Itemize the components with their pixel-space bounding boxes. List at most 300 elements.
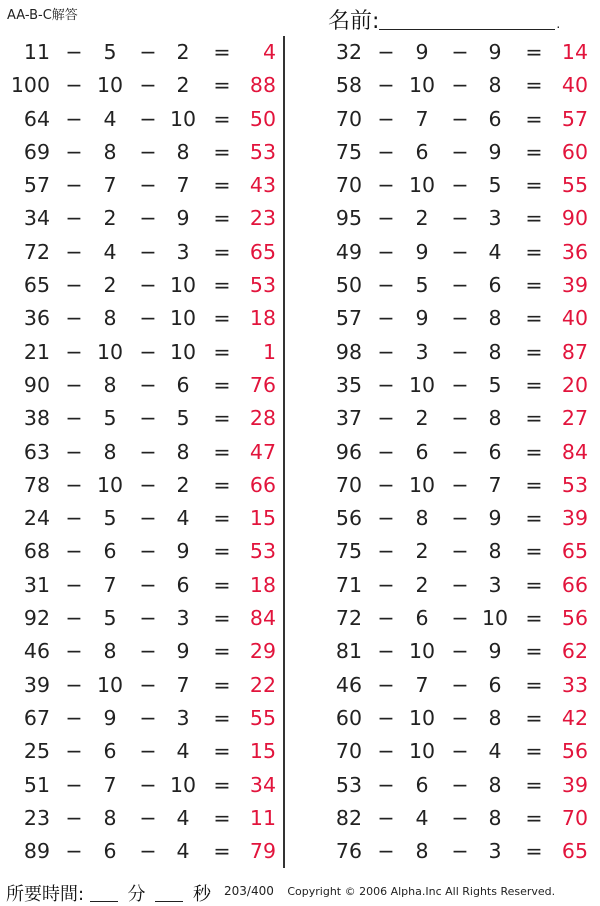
operand-c: 8 <box>488 805 502 830</box>
operand-b: 9 <box>415 306 429 331</box>
operand-c: 4 <box>488 239 502 264</box>
operand-b: 6 <box>103 839 117 864</box>
equals-sign: = <box>213 839 231 864</box>
name-field[interactable] <box>328 4 560 35</box>
problem-row <box>312 602 600 635</box>
footer-info <box>224 884 555 898</box>
operand-b: 10 <box>408 173 436 198</box>
operand-a: 46 <box>335 672 362 697</box>
operand-c: 9 <box>488 506 502 531</box>
equals-sign: = <box>213 406 231 431</box>
operand-c: 8 <box>488 539 502 564</box>
answer: 65 <box>561 839 588 864</box>
minus-sign: − <box>139 472 157 497</box>
operand-b: 8 <box>103 805 117 830</box>
minus-sign: − <box>377 506 395 531</box>
answer: 84 <box>249 606 276 631</box>
operand-c: 8 <box>488 306 502 331</box>
operand-c: 6 <box>488 273 502 298</box>
operand-a: 65 <box>23 273 50 298</box>
minus-sign: − <box>139 606 157 631</box>
minus-sign: − <box>65 705 83 730</box>
left-problem-column <box>0 36 290 868</box>
minus-sign: − <box>451 506 469 531</box>
problem-row <box>0 502 290 535</box>
operand-a: 51 <box>23 772 50 797</box>
problem-row <box>312 469 600 502</box>
equals-sign: = <box>213 639 231 664</box>
minus-sign: − <box>139 273 157 298</box>
operand-c: 9 <box>176 639 190 664</box>
operand-a: 39 <box>23 672 50 697</box>
problem-row <box>312 802 600 835</box>
minus-sign: − <box>377 772 395 797</box>
problem-row <box>0 36 290 69</box>
problem-row <box>0 402 290 435</box>
equals-sign: = <box>525 372 543 397</box>
equals-sign: = <box>213 539 231 564</box>
operand-b: 2 <box>103 206 117 231</box>
operand-c: 10 <box>169 306 197 331</box>
minus-sign: − <box>139 306 157 331</box>
operand-c: 10 <box>169 339 197 364</box>
minus-sign: − <box>65 606 83 631</box>
answer: 1 <box>262 339 276 364</box>
minus-sign: − <box>377 206 395 231</box>
answer: 14 <box>561 40 588 64</box>
answer: 87 <box>561 339 588 364</box>
operand-b: 10 <box>408 73 436 98</box>
problem-row <box>0 202 290 235</box>
minus-sign: − <box>139 572 157 597</box>
operand-b: 5 <box>103 40 117 64</box>
problem-row <box>0 336 290 369</box>
operand-b: 7 <box>103 772 117 797</box>
minus-sign: − <box>451 672 469 697</box>
minus-sign: − <box>65 539 83 564</box>
answer: 22 <box>249 672 276 697</box>
operand-c: 7 <box>176 173 190 198</box>
problem-row <box>312 436 600 469</box>
equals-sign: = <box>213 239 231 264</box>
operand-b: 2 <box>103 273 117 298</box>
minus-sign: − <box>65 439 83 464</box>
operand-b: 10 <box>96 73 124 98</box>
operand-b: 5 <box>103 406 117 431</box>
minus-sign: − <box>377 639 395 664</box>
operand-a: 31 <box>23 572 50 597</box>
operand-a: 89 <box>23 839 50 864</box>
minus-sign: − <box>377 239 395 264</box>
operand-a: 50 <box>335 273 362 298</box>
minus-sign: − <box>451 206 469 231</box>
problem-row <box>0 369 290 402</box>
operand-c: 3 <box>488 839 502 864</box>
problem-row <box>312 502 600 535</box>
answer: 43 <box>249 173 276 198</box>
problem-row <box>312 169 600 202</box>
answer: 36 <box>561 239 588 264</box>
operand-b: 2 <box>415 206 429 231</box>
problem-row <box>0 802 290 835</box>
problem-row <box>312 302 600 335</box>
minus-sign: − <box>65 273 83 298</box>
minus-sign: − <box>65 739 83 764</box>
minus-sign: − <box>377 705 395 730</box>
problem-row <box>312 835 600 868</box>
operand-c: 3 <box>488 572 502 597</box>
minus-sign: − <box>377 306 395 331</box>
minus-sign: − <box>65 506 83 531</box>
operand-c: 8 <box>176 139 190 164</box>
operand-b: 6 <box>103 539 117 564</box>
equals-sign: = <box>213 439 231 464</box>
minus-sign: − <box>451 805 469 830</box>
problem-row <box>0 535 290 568</box>
answer: 40 <box>561 73 588 98</box>
minus-sign: − <box>139 406 157 431</box>
operand-c: 9 <box>176 539 190 564</box>
equals-sign: = <box>525 472 543 497</box>
problem-row <box>0 436 290 469</box>
problem-row <box>312 735 600 768</box>
equals-sign: = <box>525 572 543 597</box>
minus-sign: − <box>65 805 83 830</box>
operand-c: 9 <box>176 206 190 231</box>
operand-c: 2 <box>176 472 190 497</box>
answer: 39 <box>561 506 588 531</box>
equals-sign: = <box>525 839 543 864</box>
problem-row <box>312 702 600 735</box>
operand-a: 70 <box>335 173 362 198</box>
minus-sign: − <box>65 40 83 64</box>
operand-c: 7 <box>488 472 502 497</box>
minus-sign: − <box>139 839 157 864</box>
operand-a: 70 <box>335 106 362 131</box>
operand-b: 5 <box>103 606 117 631</box>
operand-b: 10 <box>96 472 124 497</box>
operand-a: 76 <box>335 839 362 864</box>
operand-a: 24 <box>23 506 50 531</box>
operand-c: 4 <box>176 839 190 864</box>
minus-sign: − <box>139 772 157 797</box>
equals-sign: = <box>213 572 231 597</box>
operand-c: 4 <box>176 739 190 764</box>
operand-b: 6 <box>415 606 429 631</box>
operand-a: 90 <box>23 372 50 397</box>
answer: 66 <box>561 572 588 597</box>
answer: 56 <box>561 739 588 764</box>
equals-sign: = <box>525 139 543 164</box>
operand-b: 4 <box>415 805 429 830</box>
equals-sign: = <box>525 106 543 131</box>
operand-b: 10 <box>96 672 124 697</box>
minus-sign: − <box>65 839 83 864</box>
minus-sign: − <box>377 606 395 631</box>
operand-a: 92 <box>23 606 50 631</box>
problem-row <box>0 269 290 302</box>
operand-a: 100 <box>10 73 50 98</box>
minus-sign: − <box>139 739 157 764</box>
answer: 55 <box>249 705 276 730</box>
equals-sign: = <box>525 206 543 231</box>
equals-sign: = <box>213 506 231 531</box>
minus-sign: − <box>451 73 469 98</box>
answer: 62 <box>561 639 588 664</box>
problem-row <box>312 236 600 269</box>
operand-a: 37 <box>335 406 362 431</box>
answer: 4 <box>262 40 276 64</box>
answer: 15 <box>249 739 276 764</box>
operand-a: 36 <box>23 306 50 331</box>
minus-sign: − <box>451 772 469 797</box>
operand-a: 53 <box>335 772 362 797</box>
answer: 42 <box>561 705 588 730</box>
equals-sign: = <box>213 306 231 331</box>
minus-sign: − <box>139 40 157 64</box>
problem-row <box>312 669 600 702</box>
minus-sign: − <box>451 439 469 464</box>
problem-row <box>312 535 600 568</box>
answer: 90 <box>561 206 588 231</box>
operand-a: 38 <box>23 406 50 431</box>
minus-sign: − <box>451 406 469 431</box>
minus-sign: − <box>451 472 469 497</box>
problem-row <box>0 769 290 802</box>
problem-row <box>0 169 290 202</box>
equals-sign: = <box>525 406 543 431</box>
answer: 70 <box>561 805 588 830</box>
minus-sign: − <box>451 705 469 730</box>
operand-c: 6 <box>488 672 502 697</box>
minus-sign: − <box>139 206 157 231</box>
answer: 15 <box>249 506 276 531</box>
operand-b: 10 <box>96 339 124 364</box>
name-label: 名前: <box>328 9 380 34</box>
answer: 39 <box>561 772 588 797</box>
problem-row <box>0 469 290 502</box>
problem-row <box>312 202 600 235</box>
minus-sign: − <box>65 372 83 397</box>
time-taken <box>6 880 215 906</box>
equals-sign: = <box>213 139 231 164</box>
equals-sign: = <box>525 672 543 697</box>
minus-sign: − <box>377 472 395 497</box>
problem-row <box>312 336 600 369</box>
answer: 53 <box>249 139 276 164</box>
answer: 29 <box>249 639 276 664</box>
operand-a: 63 <box>23 439 50 464</box>
equals-sign: = <box>213 273 231 298</box>
minutes-blank[interactable] <box>90 885 118 902</box>
answer: 18 <box>249 306 276 331</box>
operand-a: 23 <box>23 805 50 830</box>
minutes-unit: 分 <box>127 884 146 905</box>
operand-a: 82 <box>335 805 362 830</box>
equals-sign: = <box>213 206 231 231</box>
minus-sign: − <box>139 173 157 198</box>
minus-sign: − <box>65 772 83 797</box>
operand-b: 7 <box>103 173 117 198</box>
answer: 76 <box>249 372 276 397</box>
problem-row <box>312 69 600 102</box>
minus-sign: − <box>377 805 395 830</box>
operand-b: 2 <box>415 539 429 564</box>
operand-c: 9 <box>488 40 502 64</box>
minus-sign: − <box>451 606 469 631</box>
operand-c: 4 <box>488 739 502 764</box>
minus-sign: − <box>65 139 83 164</box>
problem-row <box>0 735 290 768</box>
operand-b: 8 <box>103 139 117 164</box>
equals-sign: = <box>525 439 543 464</box>
answer: 65 <box>249 239 276 264</box>
minus-sign: − <box>65 73 83 98</box>
equals-sign: = <box>525 506 543 531</box>
operand-a: 96 <box>335 439 362 464</box>
right-problem-column <box>312 36 600 868</box>
minus-sign: − <box>65 339 83 364</box>
seconds-unit: 秒 <box>193 884 212 905</box>
operand-a: 21 <box>23 339 50 364</box>
operand-a: 72 <box>23 239 50 264</box>
problem-row <box>0 702 290 735</box>
operand-c: 5 <box>488 372 502 397</box>
operand-c: 6 <box>176 372 190 397</box>
operand-b: 10 <box>408 705 436 730</box>
problem-row <box>0 136 290 169</box>
minus-sign: − <box>451 339 469 364</box>
operand-b: 6 <box>103 739 117 764</box>
operand-c: 8 <box>488 73 502 98</box>
problem-row <box>0 69 290 102</box>
operand-a: 57 <box>335 306 362 331</box>
operand-a: 70 <box>335 472 362 497</box>
name-line[interactable] <box>379 11 555 30</box>
minus-sign: − <box>451 372 469 397</box>
operand-b: 7 <box>415 672 429 697</box>
equals-sign: = <box>525 173 543 198</box>
operand-a: 72 <box>335 606 362 631</box>
answer: 60 <box>561 139 588 164</box>
minus-sign: − <box>65 206 83 231</box>
answer: 34 <box>249 772 276 797</box>
operand-c: 2 <box>176 40 190 64</box>
equals-sign: = <box>525 40 543 64</box>
operand-c: 9 <box>488 639 502 664</box>
operand-a: 32 <box>335 40 362 64</box>
minus-sign: − <box>451 306 469 331</box>
minus-sign: − <box>139 239 157 264</box>
equals-sign: = <box>213 739 231 764</box>
problem-row <box>0 602 290 635</box>
minus-sign: − <box>377 406 395 431</box>
operand-c: 6 <box>488 106 502 131</box>
operand-b: 6 <box>415 439 429 464</box>
minus-sign: − <box>65 572 83 597</box>
minus-sign: − <box>377 572 395 597</box>
operand-b: 9 <box>415 40 429 64</box>
problem-row <box>0 569 290 602</box>
minus-sign: − <box>377 372 395 397</box>
problem-row <box>312 635 600 668</box>
minus-sign: − <box>377 672 395 697</box>
operand-b: 9 <box>103 705 117 730</box>
problem-row <box>0 635 290 668</box>
minus-sign: − <box>139 372 157 397</box>
operand-b: 10 <box>408 372 436 397</box>
minus-sign: − <box>139 705 157 730</box>
operand-a: 68 <box>23 539 50 564</box>
operand-a: 57 <box>23 173 50 198</box>
problem-row <box>312 103 600 136</box>
operand-c: 4 <box>176 506 190 531</box>
minus-sign: − <box>451 139 469 164</box>
operand-b: 4 <box>103 106 117 131</box>
problem-row <box>0 669 290 702</box>
equals-sign: = <box>213 173 231 198</box>
minus-sign: − <box>139 506 157 531</box>
problem-row <box>312 402 600 435</box>
operand-b: 8 <box>415 506 429 531</box>
minus-sign: − <box>139 639 157 664</box>
problem-row <box>0 103 290 136</box>
equals-sign: = <box>525 705 543 730</box>
equals-sign: = <box>213 339 231 364</box>
answer: 28 <box>249 406 276 431</box>
operand-c: 10 <box>481 606 509 631</box>
answer: 57 <box>561 106 588 131</box>
operand-b: 9 <box>415 239 429 264</box>
seconds-blank[interactable] <box>155 885 183 902</box>
minus-sign: − <box>65 239 83 264</box>
minus-sign: − <box>451 739 469 764</box>
operand-c: 6 <box>488 439 502 464</box>
operand-c: 9 <box>488 139 502 164</box>
minus-sign: − <box>451 539 469 564</box>
answer: 47 <box>249 439 276 464</box>
equals-sign: = <box>525 273 543 298</box>
minus-sign: − <box>451 40 469 64</box>
minus-sign: − <box>377 439 395 464</box>
minus-sign: − <box>139 73 157 98</box>
answer: 18 <box>249 572 276 597</box>
operand-c: 8 <box>488 705 502 730</box>
operand-a: 70 <box>335 739 362 764</box>
minus-sign: − <box>65 406 83 431</box>
operand-b: 10 <box>408 739 436 764</box>
equals-sign: = <box>525 772 543 797</box>
answer: 55 <box>561 173 588 198</box>
minus-sign: − <box>451 106 469 131</box>
operand-a: 67 <box>23 705 50 730</box>
problem-row <box>0 835 290 868</box>
minus-sign: − <box>451 239 469 264</box>
problem-row <box>312 136 600 169</box>
minus-sign: − <box>377 139 395 164</box>
operand-b: 3 <box>415 339 429 364</box>
problem-row <box>312 769 600 802</box>
answer: 88 <box>249 73 276 98</box>
operand-b: 7 <box>415 106 429 131</box>
operand-c: 10 <box>169 772 197 797</box>
answer: 20 <box>561 372 588 397</box>
operand-b: 8 <box>103 306 117 331</box>
operand-a: 71 <box>335 572 362 597</box>
operand-b: 10 <box>408 472 436 497</box>
equals-sign: = <box>525 239 543 264</box>
answer: 56 <box>561 606 588 631</box>
